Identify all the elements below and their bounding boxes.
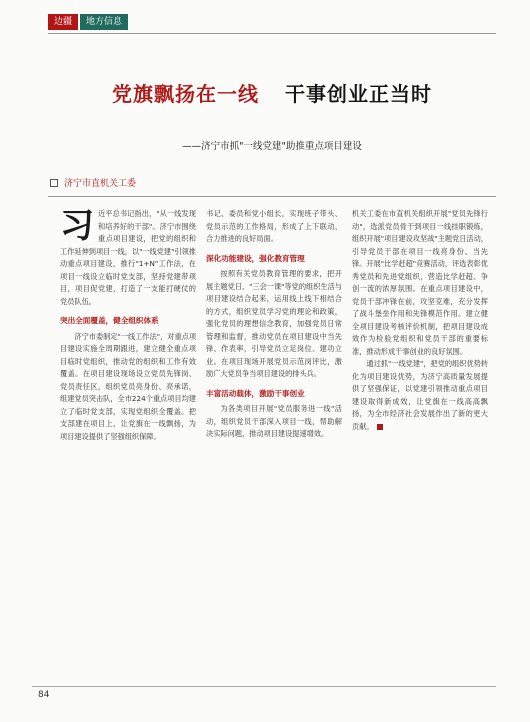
section-heading: 突出全面覆盖，健全组织体系 [60,316,159,325]
paragraph: 近平总书记指出，"从一线发现和培养好的干部"。济宁市围绕重点项目建设，把党的组织和工作延伸到项目一线，以"一线党建"引领推动重点项目建设，推行"1+N"工作法，在项目一线设立临时党支部，坚持党建带项目，项目促党建，打造了一支能打硬仗的党员队伍。 [60,209,196,306]
paragraph: 济宁市委制定"一线工作法"，对重点项目建设实施全周期跟进，建立健全重点项目临时党组织，推动党的组织和工作有效覆盖。在项目建设现场设立党员先锋岗、党员责任区，组织党员亮身份、亮承诺，组建党员突击队，全市224个重点项目均建立了临时党支部，实现党组织全覆盖。把支部建在项目上，让党旗在一线飘扬，为项目建设提供了坚强组织保障。 [60,331,197,441]
author-line [50,176,136,189]
paragraph: 为各类项目开展"党员服务进一线"活动，组织党员干部深入项目一线，帮助解决实际问题，推动项目建设提速增效。 [206,404,342,438]
end-mark-icon [377,424,383,430]
article-title [48,78,496,107]
title-part-1: 党旗飘扬在一线 [112,82,259,106]
paragraph: 按照有关党员教育管理的要求，把开展主题党日、"三会一课"等党的组织生活与项目建设结合起来，运用线上线下相结合的方式，组织党员学习党的理论和政策，强化党员的理想信念教育，加强党员日常管理和监督，推动党员在项目建设中当先锋、作表率，引导党员立足岗位、建功立业。在项目现场开展党员示范岗评比，激励广大党员争当项目建设的排头兵。 [206,269,342,378]
author-name: 济宁市直机关工委 [64,179,137,189]
drop-cap: 习 [60,206,94,246]
header-divider [48,33,496,34]
section-heading: 丰富活动载体，激励干事创业 [206,388,305,398]
footer-divider [32,686,496,687]
text-column-3 [352,208,488,433]
paragraph [352,358,488,433]
text-column-1 [60,208,196,443]
paragraph: 书记、委员和党小组长，实现班子带头、党员示范的工作格局，形成了上下联动、合力推进的良好局面。 [206,209,342,243]
section-label: 地方信息 [80,14,128,30]
square-bullet-icon [50,179,58,187]
section-heading: 深化功能建设，强化教育管理 [206,253,305,263]
page-number: 84 [38,690,50,700]
paragraph: 机关工委在市直机关组织开展"党员先锋行动"，选派党员骨干到项目一线挂职锻炼，组织开展"项目建设攻坚战"主题党日活动，引导党员干部在项目一线亮身份、当先锋。开展"比学赶超"竞赛活动，评选表彰优秀党员和先进党组织，营造比学赶超、争创一流的浓厚氛围。在重点项目建设中，党员干部冲锋在前，攻坚克难，充分发挥了战斗堡垒作用和先锋模范作用。建立健全项目建设考核评价机制，把项目建设成效作为检验党组织和党员干部的重要标准，推动形成干事创业的良好氛围。 [352,209,488,356]
section-tag: 边疆 [48,14,78,30]
author-divider [48,196,496,197]
text-column-2 [206,208,342,441]
paragraph-text: 通过抓"一线党建"，把党的组织优势转化为项目建设优势，为济宁高质量发展提供了坚强保证，以党建引领推动重点项目建设取得新成效，让党旗在一线高高飘扬，为全市经济社会发展作出了新的更大贡献。 [352,359,489,431]
section-header [48,14,128,30]
title-part-2: 干事创业正当时 [285,82,432,106]
article-subtitle: ——济宁市抓"一线党建"助推重点项目建设 [182,141,362,152]
